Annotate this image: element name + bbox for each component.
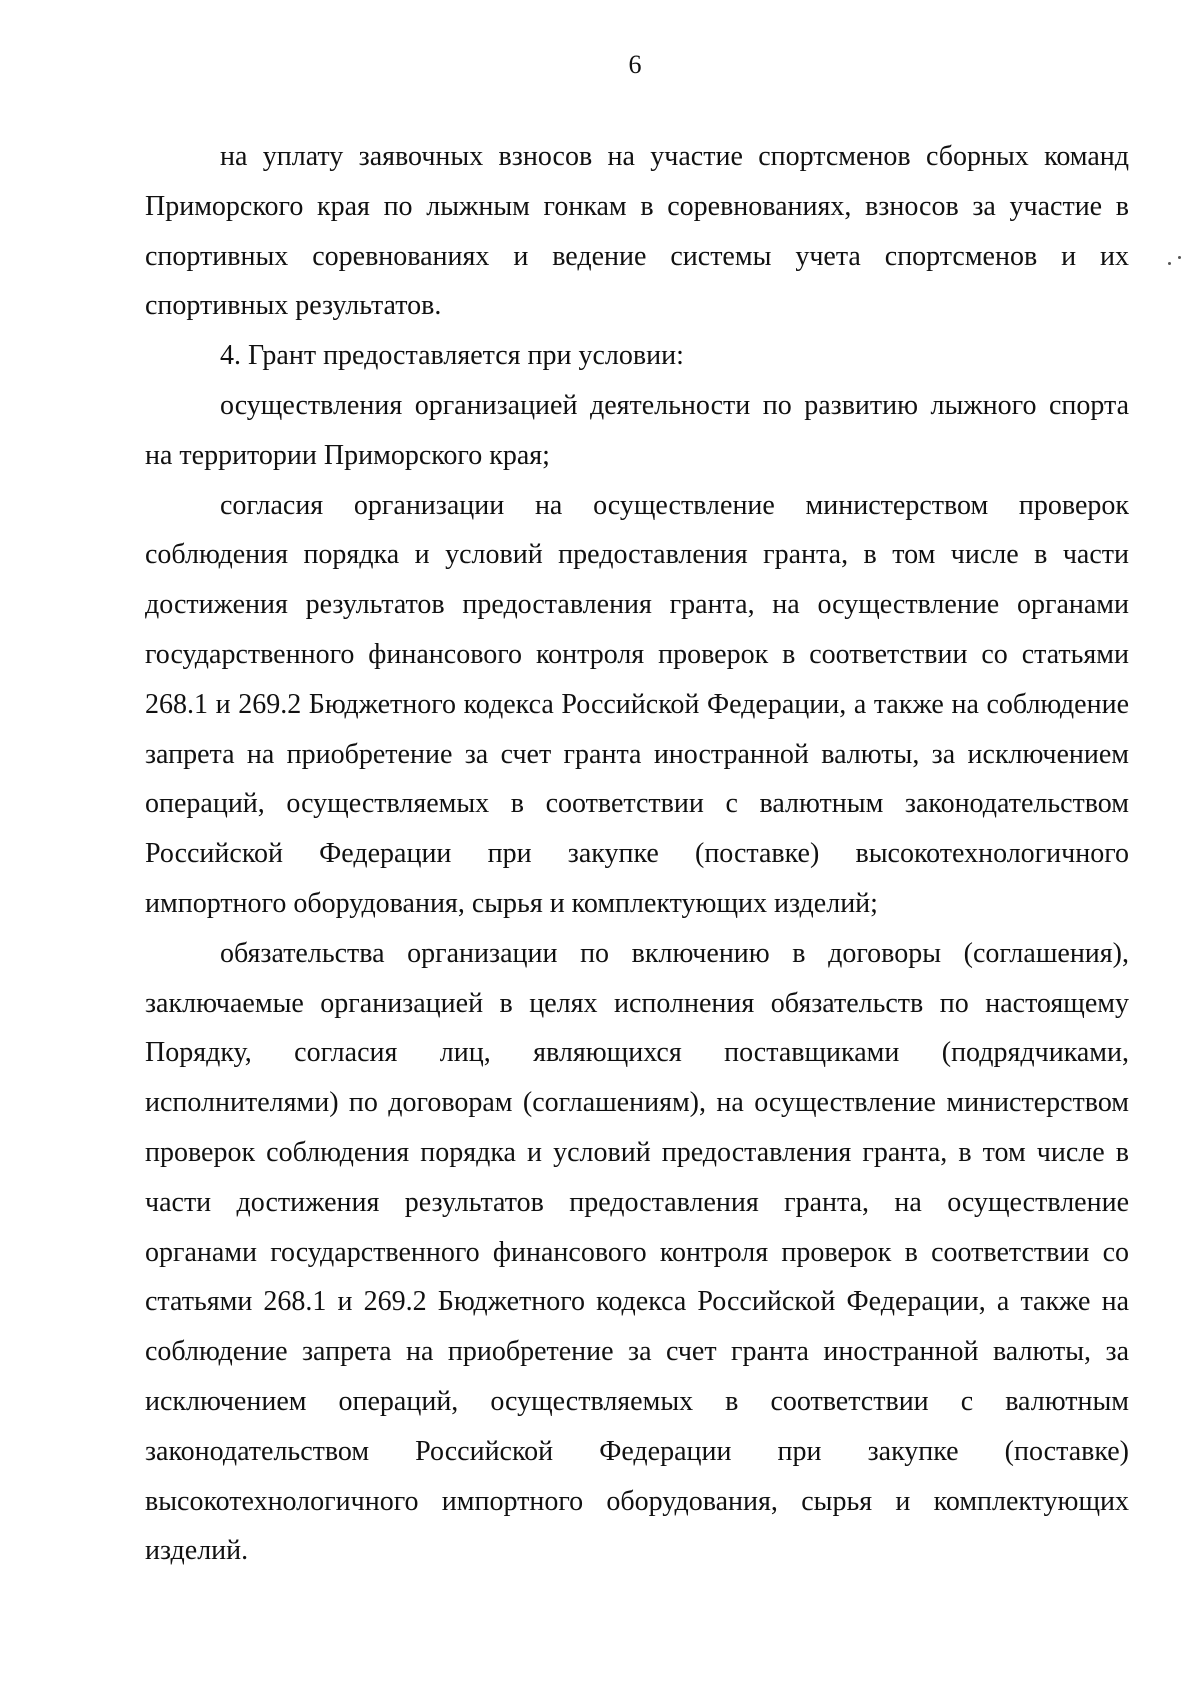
page-number: 6 [628,50,642,79]
paragraph-grant-purpose-continuation: на уплату заявочных взносов на участие спортсменов сборных команд Приморского края по лыжным гонкам в соревнованиях, взносов за участие в спортивных соревнованиях и ведение системы учета спортсменов и их спортивных результатов. [145,141,1129,322]
scan-speck [1178,256,1181,259]
scan-speck [1168,262,1171,265]
paragraph-condition-activity: осуществления организацией деятельности по развитию лыжного спорта на территории Приморского края; [145,389,1129,471]
paragraph-condition-obligation: обязательства организации по включению в договоры (соглашения), заключаемые организацией в целях исполнения обязательств по настоящему Порядку, согласия лиц, являющихся поставщиками (подрядчиками, исполнителями) по договорам (соглашениям), на осуществление министерством проверок соблюдения порядка и условий предоставления гранта, в том числе в части достижения результатов предоставления гранта, на осуществление органами государственного финансового контроля проверок в соответствии со статьями 268.1 и 269.2 Бюджетного кодекса Российской Федерации, а также на соблюдение запрета на приобретение за счет гранта иностранной валюты, за исключением операций, осуществляемых в соответствии с валютным законодательством Российской Федерации при закупке (поставке) высокотехнологичного импортного оборудования, сырья и комплектующих изделий. [145,937,1129,1567]
paragraph-grant-conditions-heading: 4. Грант предоставляется при условии: [220,340,684,372]
document-body [145,132,1129,1576]
paragraph-condition-consent: согласия организации на осуществление министерством проверок соблюдения порядка и условий предоставления гранта, в том числе в части достижения результатов предоставления гранта, на осуществление органами государственного финансового контроля проверок в соответствии со статьями 268.1 и 269.2 Бюджетного кодекса Российской Федерации, а также на соблюдение запрета на приобретение за счет гранта иностранной валюты, за исключением операций, осуществляемых в соответствии с валютным законодательством Российской Федерации при закупке (поставке) высокотехнологичного импортного оборудования, сырья и комплектующих изделий; [145,489,1129,919]
